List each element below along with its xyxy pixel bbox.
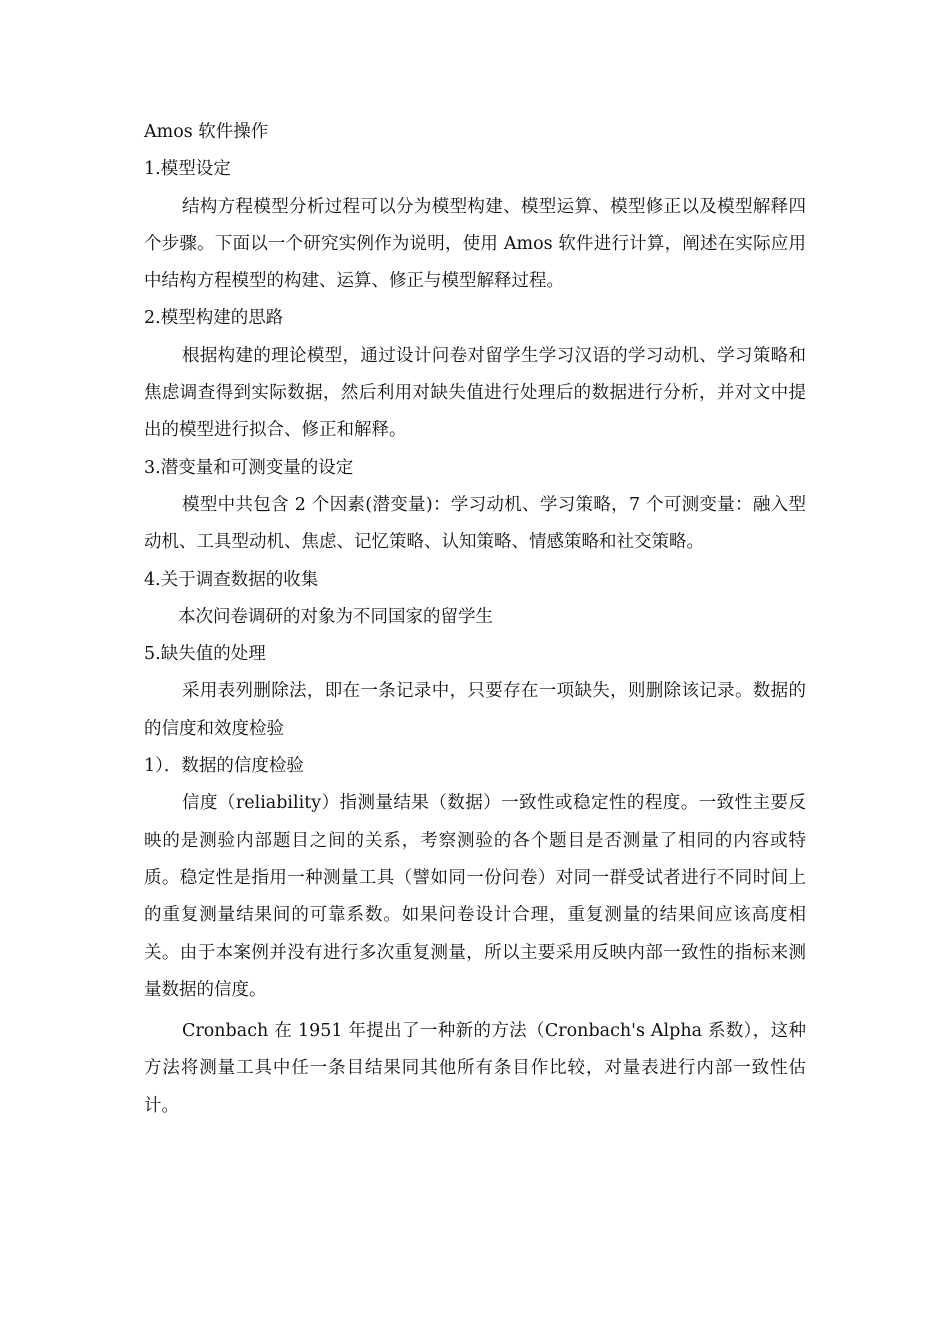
section-heading-reliability: 1）．数据的信度检验 [144,756,304,777]
paragraph-data-collection: 本次问卷调研的对象为不同国家的留学生 [178,606,493,627]
paragraph-missing-values: 采用表列删除法，即在一条记录中，只要存在一项缺失，则删除该记录。数据的的信度和效度检验 [144,681,806,739]
paragraph-model-setting: 结构方程模型分析过程可以分为模型构建、模型运算、模型修正以及模型解释四个步骤。下面以一个研究实例作为说明，使用 Amos 软件进行计算，阐述在实际应用中结构方程模型的构建、运算、修正与模型解释过程。 [144,196,806,292]
section-heading-model-building: 2.模型构建的思路 [144,308,284,329]
section-heading-model-setting: 1.模型设定 [144,159,231,180]
document-body [144,114,806,1125]
paragraph-reliability: 信度（reliability）指测量结果（数据）一致性或稳定性的程度。一致性主要反映的是测验内部题目之间的关系，考察测验的各个题目是否测量了相同的内容或特质。稳定性是指用一种测量工具（譬如同一份问卷）对同一群受试者进行不同时间上的重复测量结果间的可靠系数。如果问卷设计合理，重复测量的结果间应该高度相关。由于本案例并没有进行多次重复测量，所以主要采用反映内部一致性的指标来测量数据的信度。 [144,793,806,1000]
section-heading-missing-values: 5.缺失值的处理 [144,644,266,665]
paragraph-model-building: 根据构建的理论模型，通过设计问卷对留学生学习汉语的学习动机、学习策略和焦虑调查得到实际数据，然后利用对缺失值进行处理后的数据进行分析，并对文中提出的模型进行拟合、修正和解释。 [144,345,806,441]
section-heading-variables: 3.潜变量和可测变量的设定 [144,457,354,478]
document-title: Amos 软件操作 [144,122,269,142]
paragraph-cronbach: Cronbach 在 1951 年提出了一种新的方法（Cronbach's Alpha 系数），这种方法将测量工具中任一条目结果同其他所有条目作比较，对量表进行内部一致性估计。 [144,1021,806,1116]
paragraph-variables: 模型中共包含 2 个因素(潜变量)：学习动机、学习策略，7 个可测变量：融入型动机、工具型动机、焦虑、记忆策略、认知策略、情感策略和社交策略。 [144,494,806,553]
section-heading-data-collection: 4.关于调查数据的收集 [144,569,319,590]
